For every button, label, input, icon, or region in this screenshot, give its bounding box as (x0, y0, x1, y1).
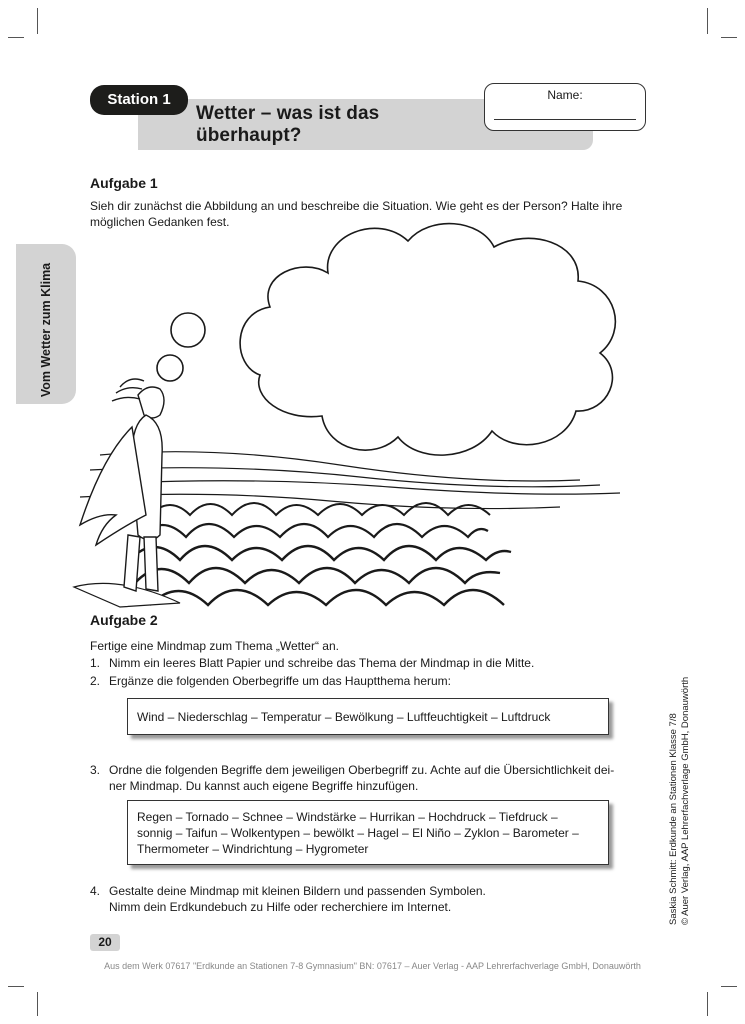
task-1-heading: Aufgabe 1 (90, 175, 158, 191)
task-1-line-2: möglichen Gedanken fest. (90, 215, 230, 229)
crop-mark (37, 992, 38, 1016)
crop-mark (707, 8, 708, 34)
name-label: Name: (547, 88, 583, 102)
list-item (90, 673, 650, 689)
terms-box (127, 800, 609, 865)
main-categories-box (127, 698, 609, 735)
terms-line: Thermometer – Windrichtung – Hygrometer (137, 842, 369, 856)
list-text-line: Ordne die folgenden Begriffe dem jeweiligen Oberbegriff zu. Achte auf die Übersichtlichkeit dei- (109, 763, 615, 777)
crop-mark (707, 992, 708, 1016)
list-item (90, 883, 650, 915)
list-number: 1. (90, 656, 101, 670)
crop-mark (8, 37, 24, 38)
terms-text (137, 809, 579, 857)
chapter-side-label: Vom Wetter zum Klima (39, 262, 53, 398)
main-categories-text: Wind – Niederschlag – Temperatur – Bewölkung – Luftfeuchtigkeit – Luftdruck (137, 710, 551, 724)
illustration (60, 215, 660, 620)
list-text-line: Gestalte deine Mindmap mit kleinen Bildern und passenden Symbolen. (109, 884, 486, 898)
thought-bubble-icon (152, 224, 615, 456)
name-write-line[interactable] (494, 119, 636, 120)
list-text: Ergänze die folgenden Oberbegriffe um das Hauptthema herum: (109, 674, 451, 688)
terms-line: sonnig – Taifun – Wolkentypen – bewölkt – Hagel – El Niño – Zyklon – Barometer – (137, 826, 579, 840)
crop-mark (721, 986, 737, 987)
crop-mark (8, 986, 24, 987)
list-text (109, 883, 486, 915)
page-title-line-1: Wetter – was ist das (196, 103, 380, 124)
page-title-line-2: überhaupt? (196, 125, 302, 146)
list-item (90, 655, 650, 671)
footer-source: Aus dem Werk 07617 "Erdkunde an Stationen 7-8 Gymnasium" BN: 07617 – Auer Verlag - AAP Lehrerfachverlage GmbH, Donauwörth (104, 961, 641, 971)
crop-mark (37, 8, 38, 34)
page-title (196, 103, 379, 147)
list-text-line: ner Mindmap. Du kannst auch eigene Begriffe hinzufügen. (109, 779, 419, 793)
credit-line-1: Saskia Schmitt: Erdkunde an Stationen Klasse 7/8 (668, 713, 679, 925)
crop-mark (721, 37, 737, 38)
name-field[interactable] (484, 83, 646, 131)
task-1-line-1: Sieh dir zunächst die Abbildung an und beschreibe die Situation. Wie geht es der Person? Halte ihre (90, 199, 623, 213)
task-2-heading: Aufgabe 2 (90, 612, 158, 628)
list-number: 3. (90, 763, 101, 777)
list-item (90, 762, 650, 794)
list-text: Nimm ein leeres Blatt Papier und schreibe das Thema der Mindmap in die Mitte. (109, 656, 535, 670)
list-text-line: Nimm dein Erdkundebuch zu Hilfe oder recherchiere im Internet. (109, 900, 452, 914)
station-badge: Station 1 (90, 85, 188, 115)
terms-line: Regen – Tornado – Schnee – Windstärke – Hurrikan – Hochdruck – Tiefdruck – (137, 810, 558, 824)
list-text (109, 762, 614, 794)
page-number: 20 (90, 934, 120, 951)
person-icon (80, 379, 164, 591)
copyright-credit (668, 677, 692, 925)
list-number: 4. (90, 884, 101, 898)
task-2-intro: Fertige eine Mindmap zum Thema „Wetter“ an. (90, 639, 339, 653)
credit-line-2: © Auer Verlag, AAP Lehrerfachverlage GmbH, Donauwörth (680, 676, 691, 925)
list-number: 2. (90, 674, 101, 688)
